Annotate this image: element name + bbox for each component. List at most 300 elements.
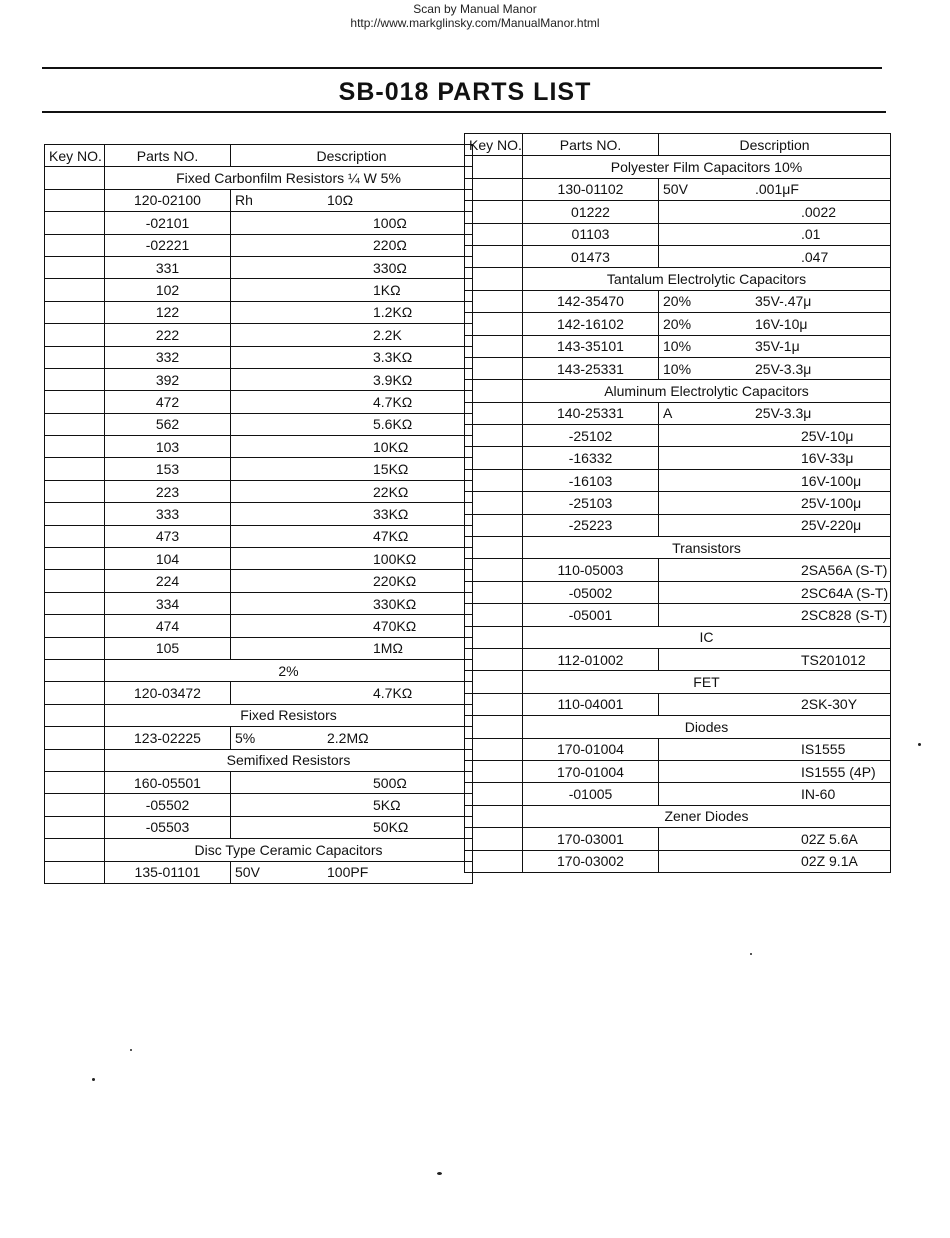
section-title: Fixed Carbonfilm Resistors ¼ W 5% xyxy=(105,167,473,189)
key-no-cell xyxy=(45,480,105,502)
description-value: 2SC828 (S-T) xyxy=(801,606,888,623)
table-row xyxy=(45,189,473,211)
description-cell xyxy=(659,693,891,715)
table-row xyxy=(45,682,473,704)
description-value: 33KΩ xyxy=(373,505,409,522)
part-number: 110-05003 xyxy=(523,559,659,581)
description-cell xyxy=(231,727,473,749)
section-row xyxy=(465,156,891,178)
part-number: 170-01004 xyxy=(523,738,659,760)
description-cell xyxy=(659,760,891,782)
description-value: 1MΩ xyxy=(373,640,403,657)
description-value: .047 xyxy=(801,248,829,265)
key-no-cell xyxy=(45,749,105,771)
description-value: TS201012 xyxy=(801,651,866,668)
description-cell xyxy=(231,794,473,816)
description-prefix: 10% xyxy=(663,360,692,377)
section-row xyxy=(45,167,473,189)
description-value: 220Ω xyxy=(373,237,407,254)
description-prefix: Rh xyxy=(235,192,253,209)
table-row xyxy=(465,760,891,782)
description-value: 5.6KΩ xyxy=(373,416,413,433)
key-no-cell xyxy=(45,816,105,838)
description-cell xyxy=(659,447,891,469)
scan-credit: Scan by Manual Manor xyxy=(413,2,537,16)
table-row xyxy=(45,861,473,883)
description-value: 35V-1μ xyxy=(755,338,800,355)
key-no-cell xyxy=(465,313,523,335)
table-row xyxy=(465,581,891,603)
part-number: -01005 xyxy=(523,783,659,805)
table-row xyxy=(465,402,891,424)
description-cell xyxy=(231,570,473,592)
section-row xyxy=(45,704,473,726)
table-row xyxy=(45,301,473,323)
part-number: 332 xyxy=(105,346,231,368)
description-cell xyxy=(659,783,891,805)
part-number: 333 xyxy=(105,503,231,525)
description-value: 100PF xyxy=(327,864,369,881)
key-no-cell xyxy=(465,581,523,603)
section-title: Tantalum Electrolytic Capacitors xyxy=(523,268,891,290)
table-row xyxy=(465,223,891,245)
parts-no-header: Parts NO. xyxy=(523,134,659,156)
table-row xyxy=(465,425,891,447)
key-no-cell xyxy=(465,425,523,447)
part-number: 223 xyxy=(105,480,231,502)
description-cell xyxy=(231,368,473,390)
section-row xyxy=(465,716,891,738)
key-no-cell xyxy=(45,861,105,883)
key-no-cell xyxy=(45,704,105,726)
section-title: Semifixed Resistors xyxy=(105,749,473,771)
scan-url: http://www.markglinsky.com/ManualManor.html xyxy=(350,16,600,30)
table-row xyxy=(45,346,473,368)
part-number: 143-25331 xyxy=(523,357,659,379)
key-no-cell xyxy=(465,648,523,670)
description-cell xyxy=(231,458,473,480)
description-value: 16V-10μ xyxy=(755,315,808,332)
key-no-cell xyxy=(45,301,105,323)
part-number: 104 xyxy=(105,548,231,570)
key-no-cell xyxy=(465,783,523,805)
top-rule xyxy=(42,67,882,69)
section-title: FET xyxy=(523,671,891,693)
part-number: 170-01004 xyxy=(523,760,659,782)
section-row xyxy=(465,805,891,827)
part-number: 222 xyxy=(105,324,231,346)
description-cell xyxy=(659,648,891,670)
section-title: 2% xyxy=(105,659,473,681)
key-no-cell xyxy=(45,436,105,458)
section-title: Aluminum Electrolytic Capacitors xyxy=(523,380,891,402)
part-number: 392 xyxy=(105,368,231,390)
section-title: Transistors xyxy=(523,537,891,559)
key-no-cell xyxy=(45,592,105,614)
key-no-cell xyxy=(45,391,105,413)
scan-speck xyxy=(750,953,752,955)
table-row xyxy=(465,850,891,872)
scan-header xyxy=(0,2,950,30)
key-no-cell xyxy=(45,659,105,681)
description-cell xyxy=(231,816,473,838)
table-row xyxy=(45,234,473,256)
part-number: 102 xyxy=(105,279,231,301)
part-number: 103 xyxy=(105,436,231,458)
part-number: -16332 xyxy=(523,447,659,469)
key-no-cell xyxy=(465,223,523,245)
description-cell xyxy=(659,290,891,312)
table-row xyxy=(45,480,473,502)
table-row xyxy=(45,816,473,838)
key-no-cell xyxy=(465,514,523,536)
description-cell xyxy=(231,682,473,704)
key-no-cell xyxy=(45,794,105,816)
section-row xyxy=(465,537,891,559)
description-value: 500Ω xyxy=(373,774,407,791)
description-value: 22KΩ xyxy=(373,483,409,500)
description-value: IS1555 xyxy=(801,741,846,758)
description-cell xyxy=(659,178,891,200)
description-cell xyxy=(231,637,473,659)
key-no-cell xyxy=(465,335,523,357)
key-no-cell xyxy=(45,637,105,659)
description-header: Description xyxy=(231,145,473,167)
description-cell xyxy=(659,357,891,379)
key-no-cell xyxy=(45,167,105,189)
description-value: 25V-10μ xyxy=(801,427,854,444)
description-value: 16V-100μ xyxy=(801,472,862,489)
description-value: 25V-220μ xyxy=(801,517,862,534)
key-no-cell xyxy=(45,324,105,346)
key-no-cell xyxy=(45,189,105,211)
table-row xyxy=(465,604,891,626)
table-row xyxy=(45,570,473,592)
description-value: 100Ω xyxy=(373,214,407,231)
table-row xyxy=(45,256,473,278)
description-prefix: 5% xyxy=(235,729,256,746)
description-cell xyxy=(659,313,891,335)
section-title: IC xyxy=(523,626,891,648)
description-cell xyxy=(231,480,473,502)
description-cell xyxy=(659,492,891,514)
part-number: -02221 xyxy=(105,234,231,256)
part-number: 110-04001 xyxy=(523,693,659,715)
description-cell xyxy=(659,828,891,850)
part-number: -05002 xyxy=(523,581,659,603)
part-number: 140-25331 xyxy=(523,402,659,424)
description-value: 5KΩ xyxy=(373,797,401,814)
key-no-cell xyxy=(465,357,523,379)
table-row xyxy=(465,447,891,469)
description-cell xyxy=(659,245,891,267)
table-row xyxy=(45,212,473,234)
section-row xyxy=(465,671,891,693)
description-cell xyxy=(231,234,473,256)
part-number: -05001 xyxy=(523,604,659,626)
key-no-cell xyxy=(465,671,523,693)
key-no-cell xyxy=(45,771,105,793)
description-value: 16V-33μ xyxy=(801,450,854,467)
description-value: IS1555 (4P) xyxy=(801,763,876,780)
table-row xyxy=(465,828,891,850)
part-number: -05502 xyxy=(105,794,231,816)
part-number: -02101 xyxy=(105,212,231,234)
key-no-cell xyxy=(45,570,105,592)
table-row xyxy=(45,368,473,390)
description-value: 02Z 9.1A xyxy=(801,853,858,870)
description-value: IN-60 xyxy=(801,786,836,803)
scan-speck xyxy=(437,1172,442,1175)
section-row xyxy=(465,380,891,402)
description-cell xyxy=(231,771,473,793)
table-row xyxy=(45,413,473,435)
table-row xyxy=(465,245,891,267)
table-row xyxy=(465,357,891,379)
key-no-cell xyxy=(45,413,105,435)
table-row xyxy=(465,514,891,536)
key-no-cell xyxy=(465,559,523,581)
key-no-cell xyxy=(45,525,105,547)
section-title: Disc Type Ceramic Capacitors xyxy=(105,839,473,861)
part-number: 562 xyxy=(105,413,231,435)
part-number: 130-01102 xyxy=(523,178,659,200)
description-value: 15KΩ xyxy=(373,461,409,478)
table-row xyxy=(45,436,473,458)
table-row xyxy=(465,492,891,514)
part-number: 334 xyxy=(105,592,231,614)
description-value: 1KΩ xyxy=(373,282,401,299)
part-number: 122 xyxy=(105,301,231,323)
description-value: 4.7KΩ xyxy=(373,685,413,702)
key-no-cell xyxy=(45,256,105,278)
description-value: 330KΩ xyxy=(373,595,417,612)
description-cell xyxy=(231,525,473,547)
description-cell xyxy=(231,548,473,570)
page-title: SB-018 PARTS LIST xyxy=(338,78,592,106)
part-number: 112-01002 xyxy=(523,648,659,670)
key-no-cell xyxy=(45,212,105,234)
section-row xyxy=(465,268,891,290)
key-no-cell xyxy=(465,760,523,782)
section-row xyxy=(465,626,891,648)
key-no-cell xyxy=(465,201,523,223)
table-row xyxy=(465,469,891,491)
key-no-header: Key NO. xyxy=(465,134,523,156)
key-no-cell xyxy=(45,368,105,390)
section-row xyxy=(45,659,473,681)
description-value: 2.2K xyxy=(373,326,402,343)
description-value: 02Z 5.6A xyxy=(801,830,858,847)
table-row xyxy=(465,693,891,715)
table-row xyxy=(45,391,473,413)
key-no-cell xyxy=(465,850,523,872)
key-no-cell xyxy=(465,290,523,312)
description-prefix: 20% xyxy=(663,293,692,310)
part-number: -25223 xyxy=(523,514,659,536)
part-number: 331 xyxy=(105,256,231,278)
table-row xyxy=(465,559,891,581)
description-value: 3.3KΩ xyxy=(373,349,413,366)
description-value: 3.9KΩ xyxy=(373,371,413,388)
description-value: 50KΩ xyxy=(373,819,409,836)
description-cell xyxy=(659,738,891,760)
description-value: 100KΩ xyxy=(373,550,417,567)
part-number: 123-02225 xyxy=(105,727,231,749)
table-row xyxy=(45,548,473,570)
description-cell xyxy=(231,189,473,211)
table-row xyxy=(45,637,473,659)
key-no-cell xyxy=(465,805,523,827)
table-row xyxy=(45,525,473,547)
key-no-cell xyxy=(45,615,105,637)
description-value: .0022 xyxy=(801,203,837,220)
table-row xyxy=(465,783,891,805)
table-row xyxy=(465,648,891,670)
table-row xyxy=(45,279,473,301)
key-no-cell xyxy=(465,738,523,760)
description-cell xyxy=(659,335,891,357)
key-no-cell xyxy=(465,828,523,850)
description-prefix: 50V xyxy=(663,181,688,198)
table-row xyxy=(45,615,473,637)
key-no-cell xyxy=(45,503,105,525)
key-no-cell xyxy=(465,156,523,178)
table-row xyxy=(45,458,473,480)
part-number: 472 xyxy=(105,391,231,413)
part-number: 153 xyxy=(105,458,231,480)
description-value: 2SC64A (S-T) xyxy=(801,584,889,601)
section-title: Diodes xyxy=(523,716,891,738)
description-value: 330Ω xyxy=(373,259,407,276)
part-number: 120-03472 xyxy=(105,682,231,704)
part-number: 142-35470 xyxy=(523,290,659,312)
parts-table-left xyxy=(44,144,473,884)
description-cell xyxy=(231,436,473,458)
part-number: 01473 xyxy=(523,245,659,267)
description-value: .001μF xyxy=(755,181,799,198)
description-cell xyxy=(659,402,891,424)
key-no-cell xyxy=(45,548,105,570)
description-value: 10KΩ xyxy=(373,438,409,455)
description-cell xyxy=(231,212,473,234)
part-number: 120-02100 xyxy=(105,189,231,211)
table-row xyxy=(465,290,891,312)
part-number: 143-35101 xyxy=(523,335,659,357)
table-row xyxy=(45,324,473,346)
description-value: 47KΩ xyxy=(373,528,409,545)
scan-speck xyxy=(918,743,921,746)
scan-speck xyxy=(130,1049,132,1051)
key-no-cell xyxy=(465,447,523,469)
parts-table-right xyxy=(464,133,891,873)
description-value: 220KΩ xyxy=(373,573,417,590)
description-value: 35V-.47μ xyxy=(755,293,812,310)
table-row xyxy=(465,738,891,760)
description-header: Description xyxy=(659,134,891,156)
description-cell xyxy=(231,279,473,301)
description-value: 2.2MΩ xyxy=(327,729,369,746)
key-no-cell xyxy=(465,245,523,267)
part-number: -25102 xyxy=(523,425,659,447)
key-no-cell xyxy=(465,380,523,402)
key-no-cell xyxy=(465,693,523,715)
key-no-cell xyxy=(45,682,105,704)
description-cell xyxy=(659,223,891,245)
key-no-cell xyxy=(45,458,105,480)
table-row xyxy=(45,727,473,749)
key-no-cell xyxy=(465,492,523,514)
description-cell xyxy=(231,346,473,368)
part-number: 135-01101 xyxy=(105,861,231,883)
part-number: 473 xyxy=(105,525,231,547)
description-cell xyxy=(659,201,891,223)
description-prefix: A xyxy=(663,405,673,422)
key-no-cell xyxy=(465,716,523,738)
description-value: .01 xyxy=(801,226,821,243)
key-no-cell xyxy=(45,234,105,256)
part-number: 142-16102 xyxy=(523,313,659,335)
description-cell xyxy=(231,592,473,614)
part-number: 170-03002 xyxy=(523,850,659,872)
description-cell xyxy=(659,425,891,447)
description-cell xyxy=(659,514,891,536)
key-no-cell xyxy=(465,469,523,491)
description-cell xyxy=(231,301,473,323)
description-value: 2SA56A (S-T) xyxy=(801,562,888,579)
description-prefix: 50V xyxy=(235,864,260,881)
key-no-header: Key NO. xyxy=(45,145,105,167)
description-cell xyxy=(231,413,473,435)
description-cell xyxy=(659,850,891,872)
section-title: Fixed Resistors xyxy=(105,704,473,726)
description-cell xyxy=(659,559,891,581)
description-cell xyxy=(231,391,473,413)
description-value: 2SK-30Y xyxy=(801,696,858,713)
description-cell xyxy=(659,581,891,603)
key-no-cell xyxy=(465,178,523,200)
part-number: 105 xyxy=(105,637,231,659)
section-row xyxy=(45,749,473,771)
key-no-cell xyxy=(465,402,523,424)
table-row xyxy=(465,178,891,200)
description-value: 10Ω xyxy=(327,192,354,209)
key-no-cell xyxy=(45,839,105,861)
part-number: -05503 xyxy=(105,816,231,838)
description-value: 25V-100μ xyxy=(801,494,862,511)
key-no-cell xyxy=(45,279,105,301)
key-no-cell xyxy=(45,727,105,749)
scan-speck xyxy=(92,1078,95,1081)
description-cell xyxy=(659,604,891,626)
description-value: 25V-3.3μ xyxy=(755,360,812,377)
description-cell xyxy=(231,861,473,883)
key-no-cell xyxy=(465,268,523,290)
part-number: -16103 xyxy=(523,469,659,491)
part-number: 01222 xyxy=(523,201,659,223)
table-row xyxy=(45,794,473,816)
description-cell xyxy=(231,615,473,637)
part-number: 224 xyxy=(105,570,231,592)
description-cell xyxy=(231,256,473,278)
description-cell xyxy=(659,469,891,491)
description-value: 4.7KΩ xyxy=(373,393,413,410)
description-value: 470KΩ xyxy=(373,617,417,634)
key-no-cell xyxy=(45,346,105,368)
description-prefix: 20% xyxy=(663,315,692,332)
part-number: 474 xyxy=(105,615,231,637)
table-row xyxy=(45,592,473,614)
